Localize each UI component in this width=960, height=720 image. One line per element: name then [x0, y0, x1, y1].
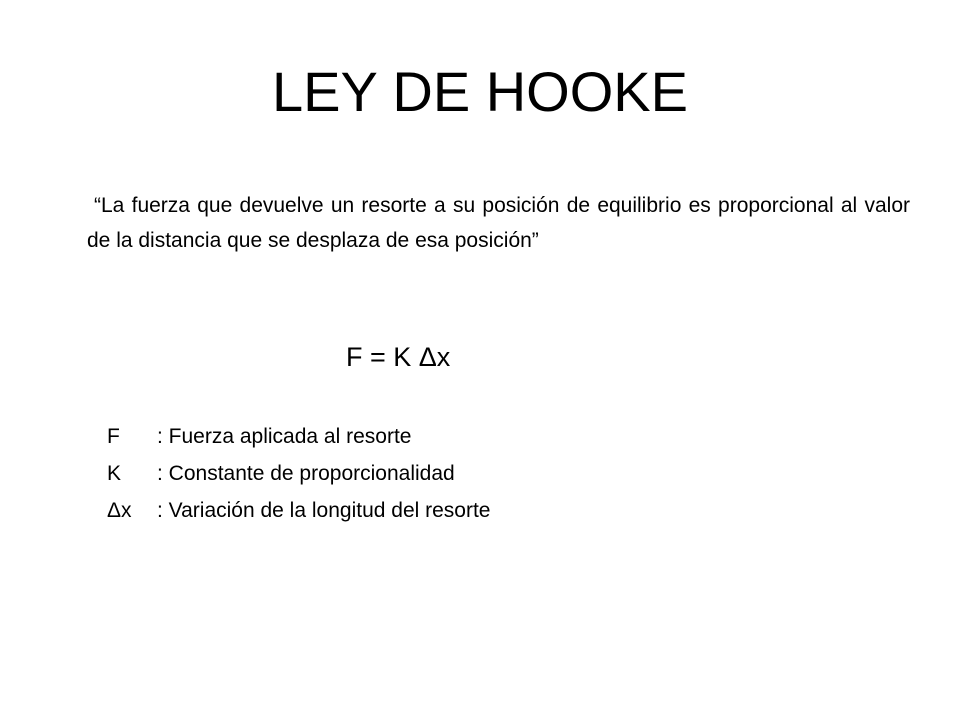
definition-symbol: F: [107, 425, 120, 448]
definitions-list: [107, 418, 727, 529]
hooke-law-quote: “La fuerza que devuelve un resorte a su posición de equilibrio es proporcional al valor de la distancia que se desplaza de esa posición”: [87, 194, 910, 252]
slide-title: LEY DE HOOKE: [271, 60, 688, 123]
formula: F = K Δx: [346, 342, 451, 372]
definition-row-force: [107, 418, 727, 455]
definition-text: : Constante de proporcionalidad: [157, 462, 455, 485]
definition-row-constant: [107, 455, 727, 492]
definition-symbol: Δx: [107, 499, 132, 522]
definition-row-displacement: [107, 492, 727, 529]
definition-text: : Fuerza aplicada al resorte: [157, 425, 412, 448]
definition-text: : Variación de la longitud del resorte: [157, 499, 491, 522]
definition-symbol: K: [107, 462, 122, 485]
